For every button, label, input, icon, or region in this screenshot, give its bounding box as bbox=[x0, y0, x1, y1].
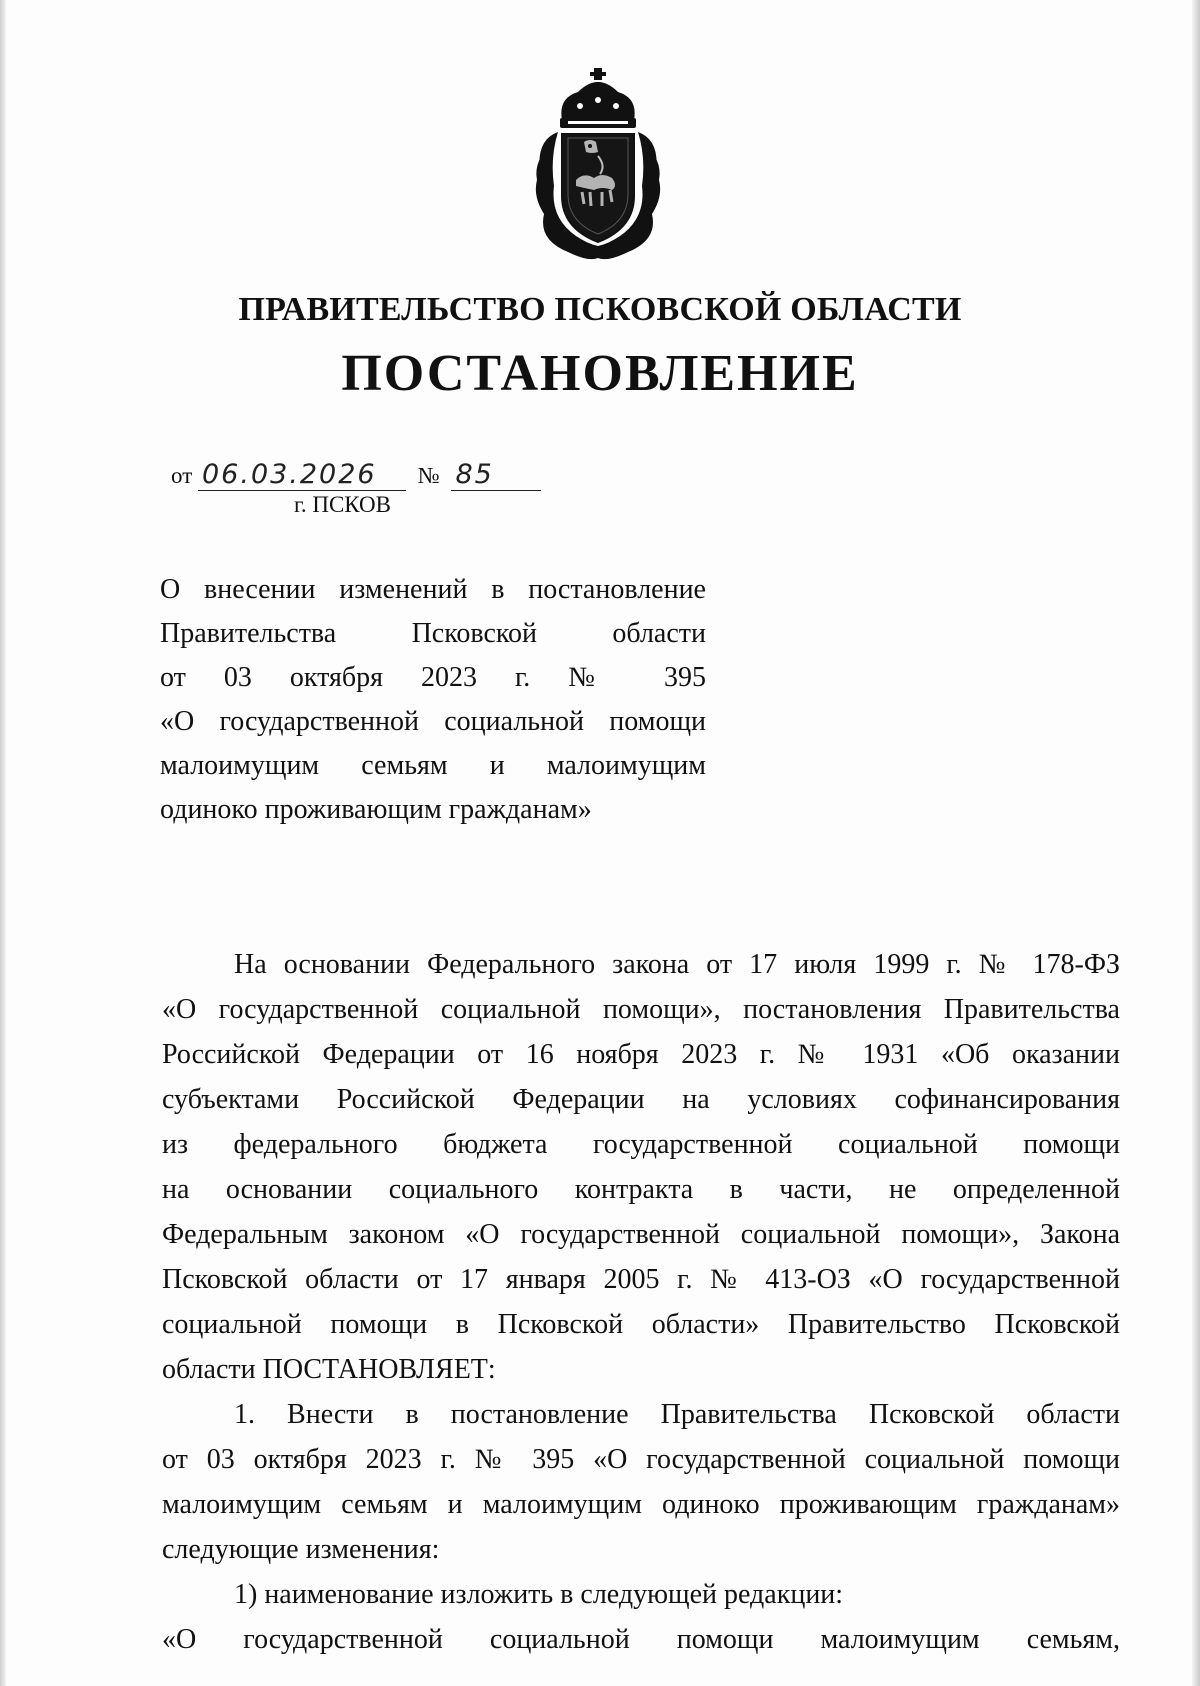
subject-title bbox=[160, 568, 706, 832]
body-line: 1) наименование изложить в следующей редакции: bbox=[234, 1579, 844, 1610]
subject-line: малоимущим семьям и малоимущим bbox=[160, 750, 706, 781]
body-line: Российской Федерации от 16 ноября 2023 г. № 1931 «Об оказании bbox=[162, 1039, 1120, 1070]
body-line: Федеральным законом «О государственной социальной помощи», Закона bbox=[162, 1219, 1120, 1250]
body-line: следующие изменения: bbox=[162, 1534, 440, 1565]
city-label: г. ПСКОВ bbox=[294, 492, 392, 517]
number-sign-label: № bbox=[417, 463, 440, 488]
subject-line: О внесении изменений в постановление bbox=[160, 574, 706, 605]
body-line: Псковской области от 17 января 2005 г. № 413-ОЗ «О государственной bbox=[162, 1264, 1120, 1295]
body-line: малоимущим семьям и малоимущим одиноко проживающим гражданам» bbox=[162, 1489, 1120, 1520]
subject-line: одиноко проживающим гражданам» bbox=[160, 794, 592, 825]
subject-line: «О государственной социальной помощи bbox=[160, 706, 706, 737]
handwritten-date: 06.03.2026 bbox=[198, 460, 406, 491]
body-line: На основании Федерального закона от 17 июля 1999 г. № 178-ФЗ bbox=[234, 949, 1120, 980]
date-prefix-label: от bbox=[171, 463, 193, 488]
body-line: «О государственной социальной помощи», постановления Правительства bbox=[162, 994, 1120, 1025]
body-line: области ПОСТАНОВЛЯЕТ: bbox=[162, 1354, 496, 1385]
handwritten-number: 85 bbox=[451, 460, 541, 491]
body-line: субъектами Российской Федерации на условиях софинансирования bbox=[162, 1084, 1120, 1115]
body-line: из федерального бюджета государственной социальной помощи bbox=[162, 1129, 1120, 1160]
scan-edge-right bbox=[1192, 0, 1200, 1686]
body-line: «О государственной социальной помощи малоимущим семьям, bbox=[162, 1624, 1120, 1655]
scan-edge-left bbox=[0, 0, 6, 1686]
body-line: социальной помощи в Псковской области» Правительство Псковской bbox=[162, 1309, 1120, 1340]
coat-of-arms-icon bbox=[528, 68, 668, 264]
body-line: 1. Внести в постановление Правительства Псковской области bbox=[234, 1399, 1120, 1430]
government-title: ПРАВИТЕЛЬСТВО ПСКОВСКОЙ ОБЛАСТИ bbox=[238, 291, 962, 328]
date-number-line bbox=[171, 460, 541, 494]
subject-line: Правительства Псковской области bbox=[160, 618, 706, 649]
document-type-title: ПОСТАНОВЛЕНИЕ bbox=[341, 345, 859, 402]
body-line: на основании социального контракта в части, не определенной bbox=[162, 1174, 1120, 1205]
body-text bbox=[162, 942, 1120, 1662]
body-line: от 03 октября 2023 г. № 395 «О государственной социальной помощи bbox=[162, 1444, 1120, 1475]
subject-line: от 03 октября 2023 г. № 395 bbox=[160, 662, 706, 693]
